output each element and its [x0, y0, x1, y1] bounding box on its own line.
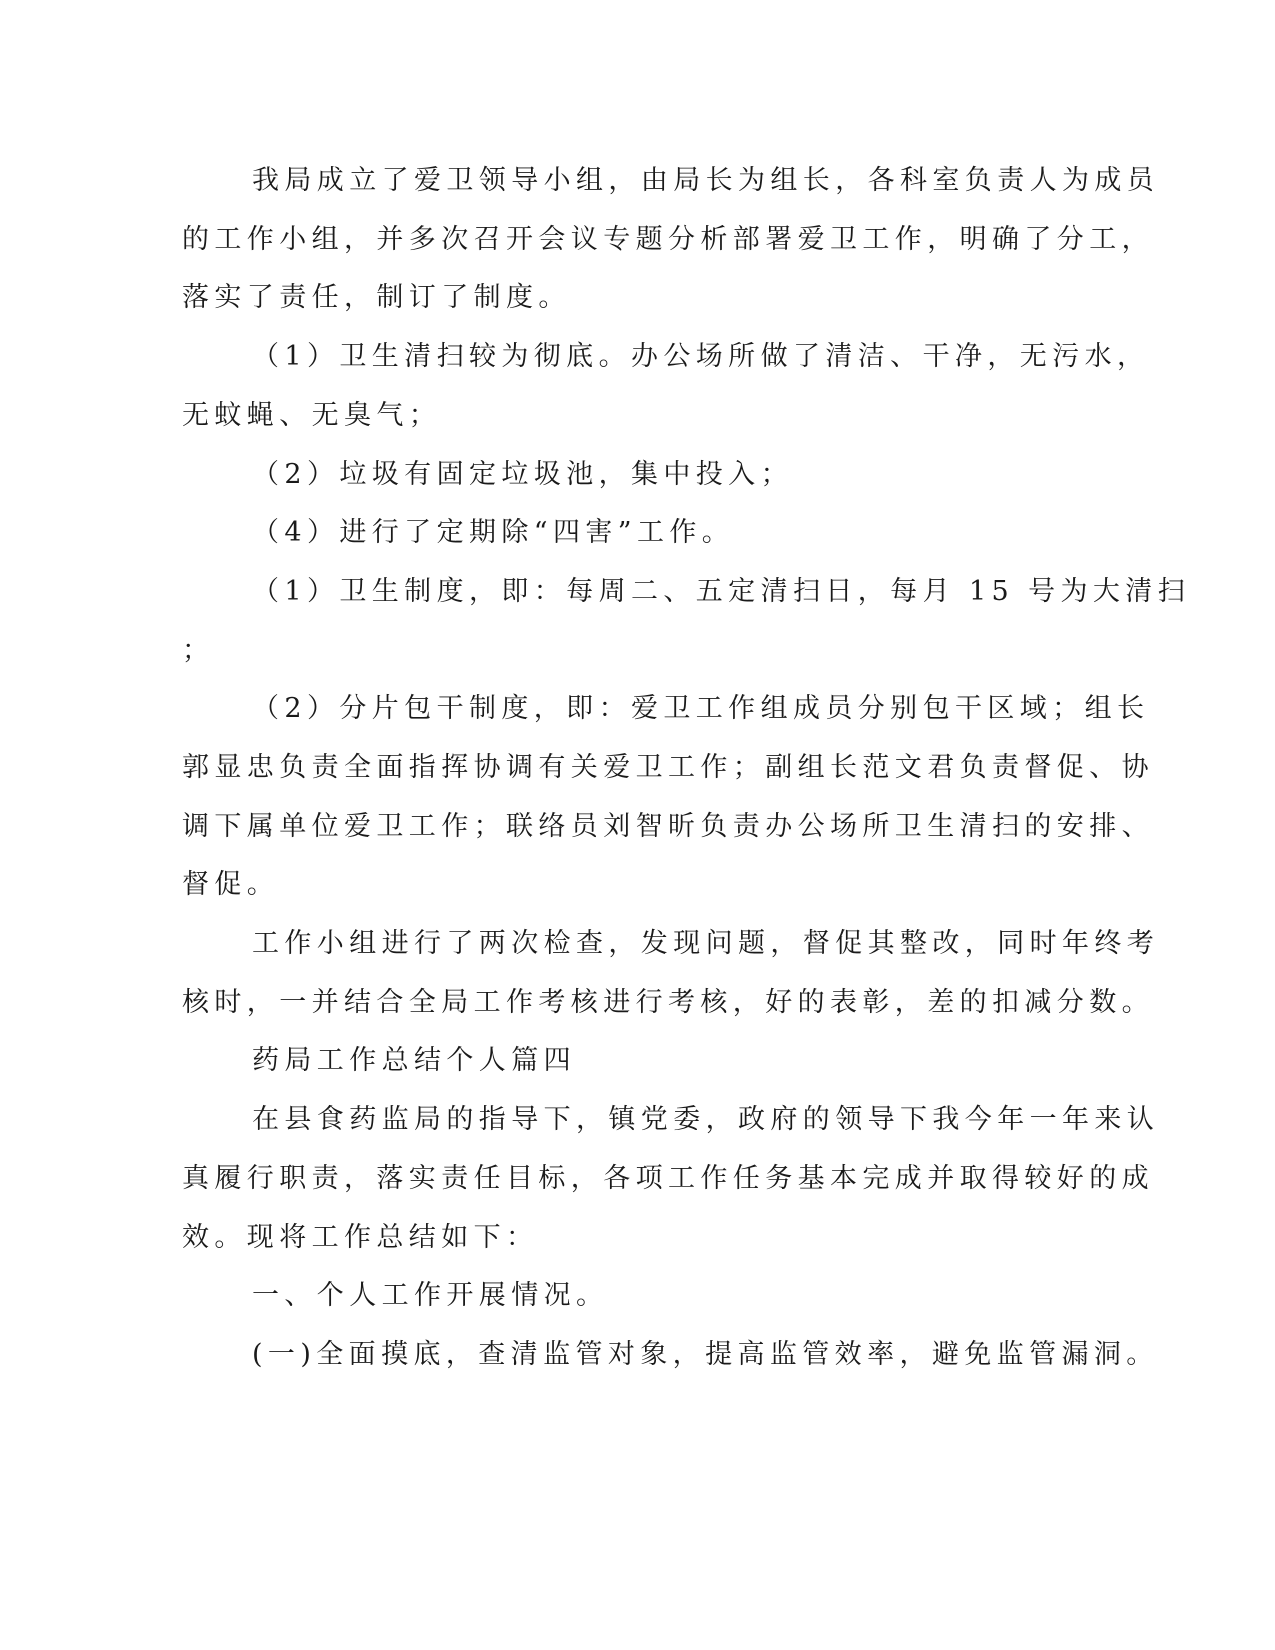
section-heading: 药局工作总结个人篇四 — [252, 1045, 576, 1076]
paragraph-line: 的工作小组，并多次召开会议专题分析部署爱卫工作，明确了分工， — [182, 224, 1154, 255]
paragraph-line: 在县食药监局的指导下，镇党委，政府的领导下我今年一年来认 — [252, 1104, 1160, 1135]
paragraph-line: 调下属单位爱卫工作；联络员刘智昕负责办公场所卫生清扫的安排、 — [182, 811, 1154, 842]
paragraph-line: 无蚊蝇、无臭气； — [182, 400, 442, 431]
paragraph-line: 一、个人工作开展情况。 — [252, 1280, 609, 1311]
paragraph-line: 督促。 — [182, 869, 280, 900]
paragraph-line: 效。现将工作总结如下： — [182, 1222, 539, 1253]
paragraph-line: (一)全面摸底，查清监管对象，提高监管效率，避免监管漏洞。 — [252, 1339, 1159, 1370]
paragraph-line: 我局成立了爱卫领导小组，由局长为组长，各科室负责人为成员 — [252, 165, 1160, 196]
paragraph-line: （2）垃圾有固定垃圾池，集中投入； — [252, 459, 793, 490]
paragraph-line: （1）卫生清扫较为彻底。办公场所做了清洁、干净，无污水， — [252, 341, 1150, 372]
paragraph-line: ； — [182, 635, 215, 666]
paragraph-line: 郭显忠负责全面指挥协调有关爱卫工作；副组长范文君负责督促、协 — [182, 752, 1154, 783]
paragraph-line: 工作小组进行了两次检查，发现问题，督促其整改，同时年终考 — [252, 928, 1160, 959]
paragraph-line: 真履行职责，落实责任目标，各项工作任务基本完成并取得较好的成 — [182, 1163, 1154, 1194]
paragraph-line: （2）分片包干制度，即：爱卫工作组成员分别包干区域；组长 — [252, 693, 1150, 724]
paragraph-line: 落实了责任，制订了制度。 — [182, 282, 571, 313]
paragraph-line: （1）卫生制度，即：每周二、五定清扫日，每月 15 号为大清扫 — [252, 576, 1191, 607]
paragraph-line: 核时，一并结合全局工作考核进行考核，好的表彰，差的扣减分数。 — [182, 987, 1154, 1018]
paragraph-line: （4）进行了定期除“四害”工作。 — [252, 517, 735, 548]
